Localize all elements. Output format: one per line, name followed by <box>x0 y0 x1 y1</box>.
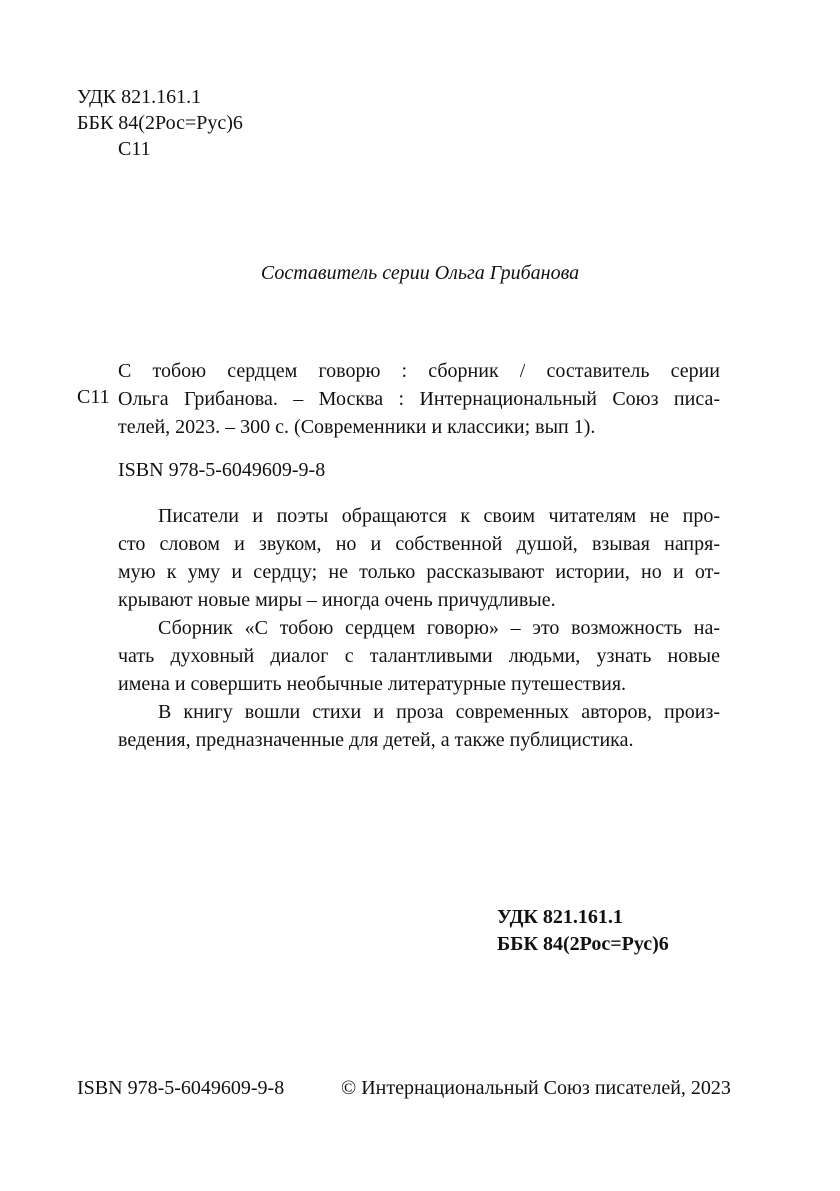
annotation <box>118 502 720 754</box>
catalog-description <box>118 357 720 441</box>
catalog-author-mark: С11 <box>77 386 110 408</box>
annotation-line: В книгу вошли стихи и проза современных авторов, произ- <box>158 701 720 723</box>
udk-code-bottom: УДК 821.161.1 <box>497 906 623 928</box>
annotation-line: ведения, предназначенные для детей, а также публицистика. <box>118 729 634 751</box>
author-mark-top: С11 <box>118 138 151 160</box>
annotation-line: мую к уму и сердцу; не только рассказывают истории, но и от- <box>118 561 720 583</box>
catalog-isbn: ISBN 978-5-6049609-9-8 <box>118 459 326 481</box>
catalog-line: Ольга Грибанова. – Москва : Интернациональный Союз писа- <box>118 388 720 410</box>
series-editor: Составитель серии Ольга Грибанова <box>260 262 580 284</box>
udk-code-top: УДК 821.161.1 <box>77 86 202 108</box>
catalog-line: С тобою сердцем говорю : сборник / составитель серии <box>118 360 720 382</box>
annotation-line: чать духовный диалог с талантливыми людьми, узнать новые <box>118 645 720 667</box>
annotation-line: Сборник «С тобою сердцем говорю» – это возможность на- <box>158 617 720 639</box>
footer-isbn: ISBN 978-5-6049609-9-8 <box>77 1077 285 1099</box>
annotation-line: имена и совершить необычные литературные путешествия. <box>118 673 627 695</box>
bbk-code-bottom: ББК 84(2Рос=Рус)6 <box>497 933 669 955</box>
copyright-notice: © Интернациональный Союз писателей, 2023 <box>341 1077 731 1099</box>
annotation-line: крывают новые миры – иногда очень причудливые. <box>118 589 556 611</box>
catalog-line: телей, 2023. – 300 с. (Современники и классики; вып 1). <box>118 416 596 438</box>
bbk-code-top: ББК 84(2Рос=Рус)6 <box>77 112 243 134</box>
annotation-line: сто словом и звуком, но и собственной душой, взывая напря- <box>118 533 720 555</box>
annotation-line: Писатели и поэты обращаются к своим читателям не про- <box>158 505 720 527</box>
